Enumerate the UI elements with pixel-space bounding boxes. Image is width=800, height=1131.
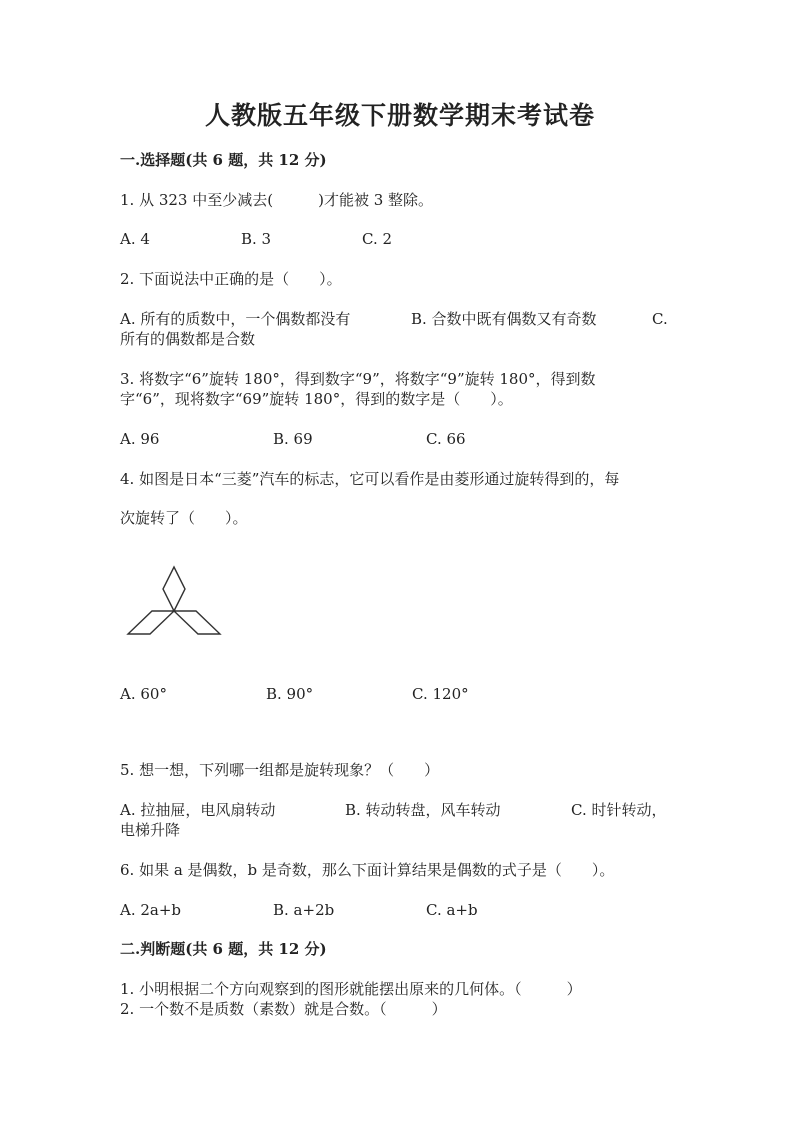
rhombus-top	[163, 567, 185, 611]
question-5-option-c[interactable]: C. 时针转动，	[571, 801, 667, 819]
question-5-option-a[interactable]: A. 拉抽屉，电风扇转动	[120, 801, 276, 819]
question-1-option-a[interactable]: A. 4	[120, 230, 150, 248]
question-3-stem-line-1: 3. 将数字“6”旋转 180°，得到数字“9”，将数字“9”旋转 180°，得到数	[120, 370, 596, 388]
judgment-question-2: 2. 一个数不是质数（素数）就是合数。（ ）	[120, 1000, 447, 1018]
question-5-option-c-text: 电梯升降	[120, 821, 181, 839]
section-2-title: 二.判断题(共 6 题，共 12 分)	[120, 940, 327, 958]
question-2-option-c-text: 所有的偶数都是合数	[120, 330, 256, 348]
question-2-stem: 2. 下面说法中正确的是（ ）。	[120, 270, 342, 288]
question-2-option-a[interactable]: A. 所有的质数中，一个偶数都没有	[120, 310, 351, 328]
question-6-option-a[interactable]: A. 2a+b	[120, 901, 182, 919]
mitsubishi-logo-figure	[124, 563, 228, 639]
question-3-option-b[interactable]: B. 69	[273, 430, 313, 448]
judgment-question-1: 1. 小明根据二个方向观察到的图形就能摆出原来的几何体。（ ）	[120, 980, 582, 998]
question-6-option-b[interactable]: B. a+2b	[273, 901, 335, 919]
question-4-stem-line-1: 4. 如图是日本“三菱”汽车的标志，它可以看作是由菱形通过旋转得到的，每	[120, 470, 620, 488]
question-3-option-c[interactable]: C. 66	[426, 430, 466, 448]
question-3-stem-line-2: 字“6”，现将数字“69”旋转 180°，得到的数字是（ ）。	[120, 390, 513, 408]
question-4-option-c[interactable]: C. 120°	[412, 685, 469, 703]
question-1-option-c[interactable]: C. 2	[362, 230, 393, 248]
question-6-stem: 6. 如果 a 是偶数，b 是奇数，那么下面计算结果是偶数的式子是（ ）。	[120, 861, 615, 879]
rhombus-right	[174, 611, 220, 634]
question-1-option-b[interactable]: B. 3	[241, 230, 272, 248]
question-4-option-a[interactable]: A. 60°	[120, 685, 167, 703]
question-3-option-a[interactable]: A. 96	[120, 430, 160, 448]
question-4-option-b[interactable]: B. 90°	[266, 685, 314, 703]
section-1-title: 一.选择题(共 6 题，共 12 分)	[120, 151, 327, 169]
page-title: 人教版五年级下册数学期末考试卷	[204, 101, 595, 130]
question-4-stem-line-2: 次旋转了（ ）。	[120, 509, 248, 527]
question-1-stem: 1. 从 323 中至少减去( )才能被 3 整除。	[120, 191, 434, 209]
question-5-option-b[interactable]: B. 转动转盘，风车转动	[345, 801, 501, 819]
rhombus-left	[128, 611, 174, 634]
question-2-option-c[interactable]: C.	[652, 310, 668, 328]
question-6-option-c[interactable]: C. a+b	[426, 901, 478, 919]
question-5-stem: 5. 想一想，下列哪一组都是旋转现象？（ ）	[120, 761, 440, 779]
question-2-option-b[interactable]: B. 合数中既有偶数又有奇数	[411, 310, 597, 328]
